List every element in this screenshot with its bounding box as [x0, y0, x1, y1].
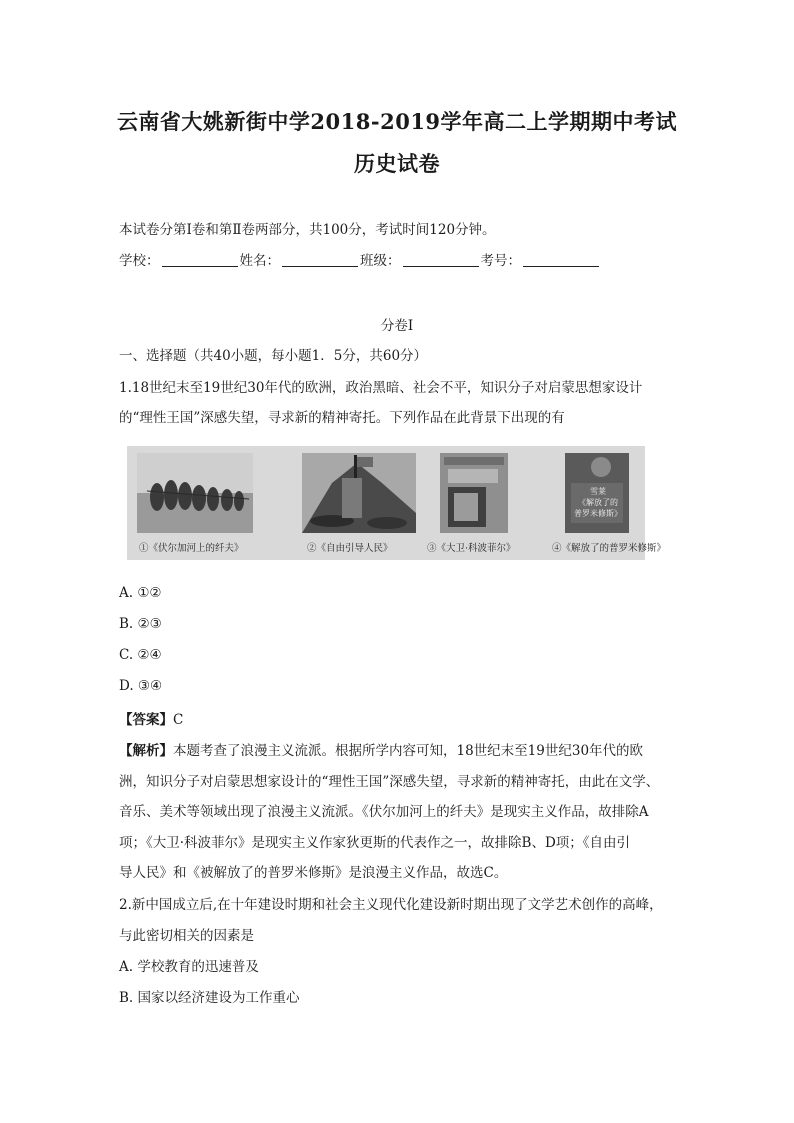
answer-value: C [173, 712, 184, 728]
prometheus-cover-text: 雪莱 《解放了的 普罗米修斯》 [574, 487, 622, 518]
q1-stem-line2: 的“理性王国”深感失望，寻求新的精神寄托。下列作品在此背景下出现的有 [119, 410, 565, 426]
class-blank[interactable] [403, 252, 479, 267]
q1-option-b[interactable]: B. ②③ [119, 616, 162, 632]
q2-option-a[interactable]: A. 学校教育的迅速普及 [119, 959, 259, 975]
exam-subject-title: 历史试卷 [354, 151, 440, 176]
name-blank[interactable] [282, 252, 358, 267]
name-label: 姓名： [239, 253, 280, 269]
q1-option-c[interactable]: C. ②④ [119, 647, 162, 663]
liberty-leading-painting [302, 453, 416, 533]
image-caption-1: ①《伏尔加河上的纤夫》 [139, 543, 244, 554]
image-caption-2: ②《自由引导人民》 [307, 543, 393, 554]
barge-haulers-painting [137, 453, 253, 533]
answer-label: 【答案】 [119, 712, 173, 728]
analysis-text-1: 本题考查了浪漫主义流派。根据所学内容可知，18世纪末至19世纪30年代的欧 [173, 743, 644, 759]
q1-image-strip [127, 446, 667, 560]
q2-option-b[interactable]: B. 国家以经济建设为工作重心 [119, 990, 300, 1006]
exam-no-blank[interactable] [523, 252, 599, 267]
school-blank[interactable] [162, 252, 238, 267]
q1-analysis-line2: 洲，知识分子对启蒙思想家设计的“理性王国”深感失望，寻求新的精神寄托，由此在文学、 [119, 774, 660, 790]
analysis-label: 【解析】 [119, 743, 173, 759]
student-info-row [119, 249, 601, 269]
david-copperfield-cover [440, 453, 508, 533]
q1-stem-line1: 1.18世纪末至19世纪30年代的欧洲，政治黑暗、社会不平，知识分子对启蒙思想家设计 [119, 380, 643, 396]
exam-title: 云南省大姚新街中学2018-2019学年高二上学期期中考试 [116, 109, 678, 134]
q2-stem-line1: 2.新中国成立后,在十年建设时期和社会主义现代化建设新时期出现了文学艺术创作的高峰， [119, 897, 663, 913]
class-label: 班级： [360, 253, 401, 269]
q2-stem-line2: 与此密切相关的因素是 [119, 928, 254, 944]
school-label: 学校： [119, 253, 160, 269]
q1-option-a[interactable]: A. ①② [119, 585, 162, 601]
q1-option-d[interactable]: D. ③④ [119, 678, 163, 694]
q1-analysis-line3: 音乐、美术等领域出现了浪漫主义流派。《伏尔加河上的纤夫》是现实主义作品，故排除A [119, 804, 649, 820]
image-caption-3: ③《大卫·科波菲尔》 [427, 543, 516, 554]
section-title: 分卷I [380, 318, 414, 334]
exam-note: 本试卷分第Ⅰ卷和第Ⅱ卷两部分，共100分，考试时间120分钟。 [119, 222, 496, 238]
q1-analysis-line5: 导人民》和《被解放了的普罗米修斯》是浪漫主义作品，故选C。 [119, 865, 508, 881]
exam-no-label: 考号： [480, 253, 521, 269]
q1-analysis-line1 [119, 739, 643, 759]
q1-analysis-line4: 项；《大卫·科波菲尔》是现实主义作家狄更斯的代表作之一，故排除B、D项；《自由引 [119, 835, 631, 851]
image-caption-4: ④《解放了的普罗米修斯》 [552, 543, 667, 554]
part-heading: 一、选择题（共40小题，每小题1．5分，共60分） [119, 348, 428, 364]
q1-answer [119, 708, 183, 728]
